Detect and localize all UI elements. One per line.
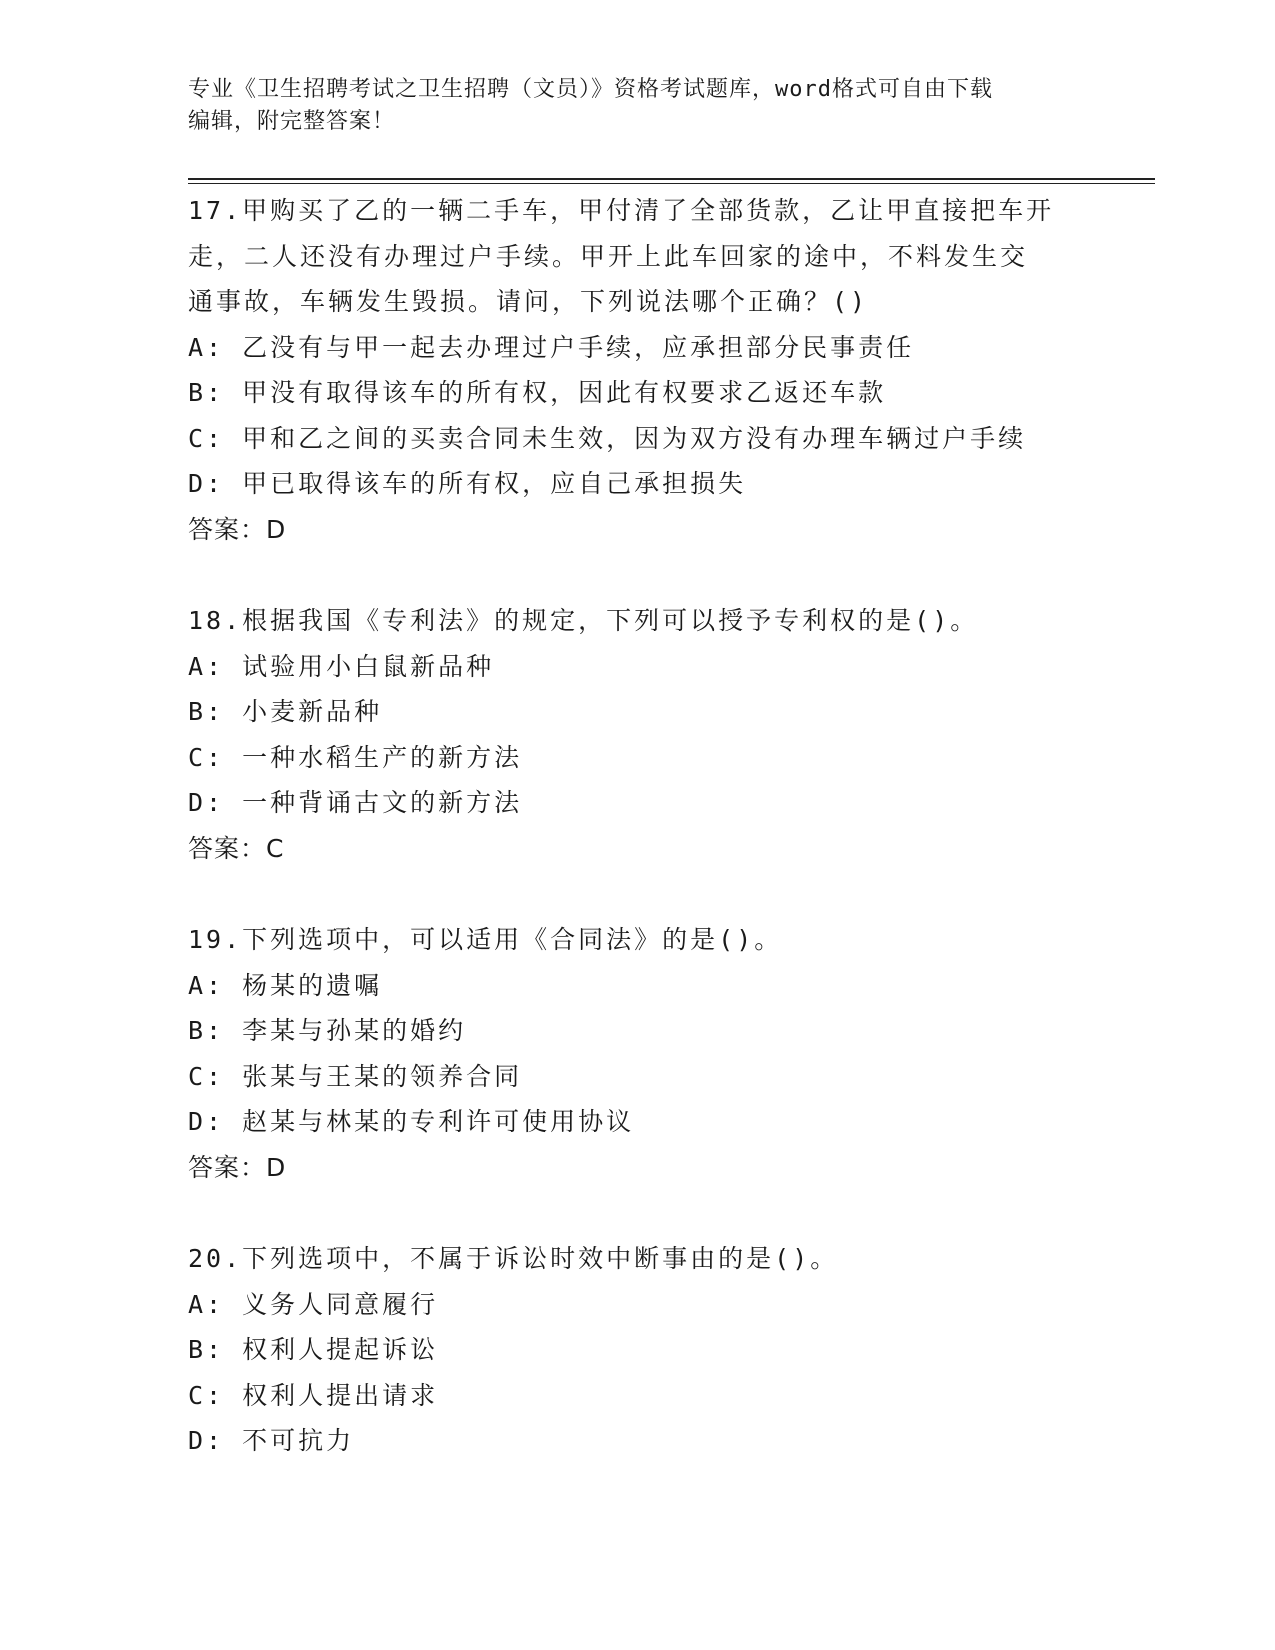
question-19 — [188, 917, 1088, 1190]
option-c: C: 权利人提出请求 — [188, 1380, 439, 1410]
question-spacer — [188, 1190, 1088, 1236]
answer: 答案：D — [188, 1152, 287, 1182]
option-b: B: 李某与孙某的婚约 — [188, 1016, 467, 1045]
question-list — [188, 188, 1088, 1464]
option-d: D: 一种背诵古文的新方法 — [188, 788, 523, 817]
option-c: C: 甲和乙之间的买卖合同未生效，因为双方没有办理车辆过户手续 — [188, 423, 1027, 453]
option-b: B: 甲没有取得该车的所有权，因此有权要求乙返还车款 — [188, 378, 887, 407]
answer: 答案：D — [188, 514, 287, 544]
option-b: B: 权利人提起诉讼 — [188, 1335, 439, 1364]
option-a: A: 义务人同意履行 — [188, 1289, 439, 1319]
option-c: C: 张某与王某的领养合同 — [188, 1061, 523, 1091]
question-stem-line: 19.下列选项中，可以适用《合同法》的是()。 — [188, 925, 783, 954]
question-spacer — [188, 871, 1088, 917]
question-18 — [188, 598, 1088, 871]
option-c: C: 一种水稻生产的新方法 — [188, 742, 523, 772]
header-divider-thin — [188, 183, 1155, 184]
option-a: A: 试验用小白鼠新品种 — [188, 651, 495, 681]
header-line-1: 专业《卫生招聘考试之卫生招聘（文员）》资格考试题库，word格式可自由下载 — [188, 77, 993, 102]
question-spacer — [188, 552, 1088, 598]
option-d: D: 赵某与林某的专利许可使用协议 — [188, 1107, 635, 1136]
option-b: B: 小麦新品种 — [188, 697, 383, 726]
answer: 答案：C — [188, 833, 285, 863]
header-line-2: 编辑，附完整答案！ — [188, 109, 396, 134]
question-stem-line: 走，二人还没有办理过户手续。甲开上此车回家的途中，不料发生交 — [188, 241, 1029, 271]
option-d: D: 不可抗力 — [188, 1426, 355, 1455]
question-stem-line: 17.甲购买了乙的一辆二手车，甲付清了全部货款，乙让甲直接把车开 — [188, 196, 1055, 225]
question-17 — [188, 188, 1088, 552]
header-divider-thick — [188, 178, 1155, 180]
option-a: A: 杨某的遗嘱 — [188, 970, 383, 1000]
question-stem-line: 20.下列选项中，不属于诉讼时效中断事由的是()。 — [188, 1244, 839, 1273]
document-header — [188, 74, 1068, 138]
question-stem-line: 18.根据我国《专利法》的规定，下列可以授予专利权的是()。 — [188, 606, 979, 635]
question-stem-line: 通事故，车辆发生毁损。请问，下列说法哪个正确？() — [188, 287, 869, 316]
option-d: D: 甲已取得该车的所有权，应自己承担损失 — [188, 469, 747, 498]
question-20 — [188, 1236, 1088, 1464]
option-a: A: 乙没有与甲一起去办理过户手续，应承担部分民事责任 — [188, 332, 915, 362]
